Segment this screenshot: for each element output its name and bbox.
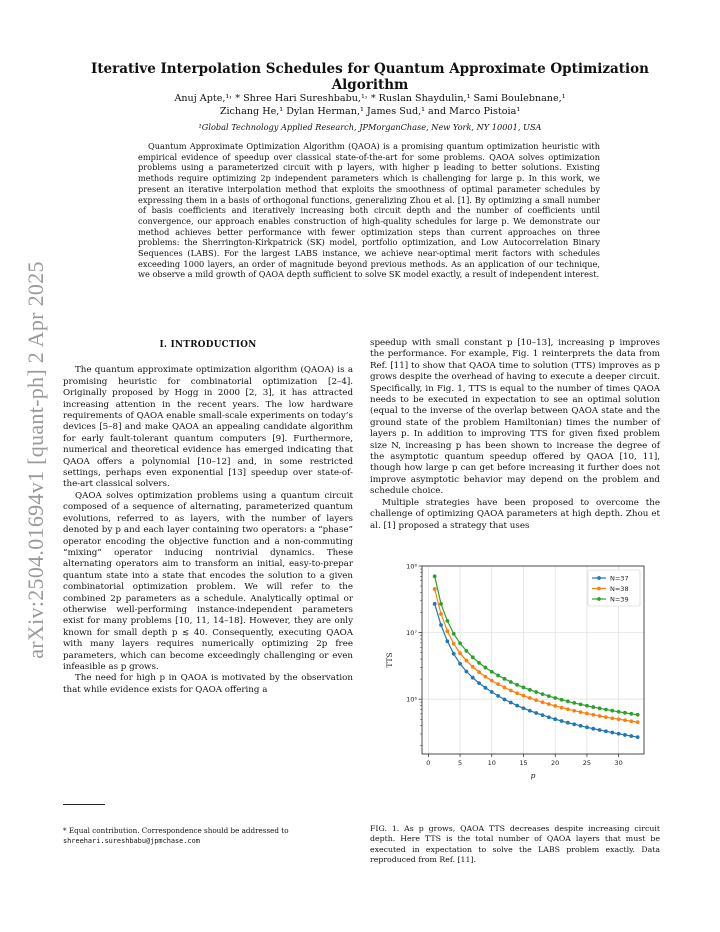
data-point (610, 716, 614, 720)
data-point (566, 707, 570, 711)
abstract: Quantum Approximate Optimization Algorithm (QAOA) is a promising quantum optimization heuristic with empirical evidence of speedup over classical state-of-the-art for some problems. QAOA solves optimization problems using a parameterized circuit with p layers, with higher p leading to better solutions. Existing methods require optimizing 2p independent parameters which is challenging for large p. In this work, we present an iterative interpolation method that exploits the smoothness of optimal parameter schedules by expressing them in a basis of orthogonal functions, generalizing Zhou et al. [1]. By optimizing a small number of basis coefficients and iteratively increasing both circuit depth and the number of coefficients until convergence, our approach enables construction of high-quality schedules for large p. We demonstrate our method achieves better performance with fewer optimization steps than current approaches on three problems: the Sherrington-Kirkpatrick (SK) model, portfolio optimization, and Low Autocorrelation Binary Sequences (LABS). For the largest LABS instance, we achieve near-optimal merit factors with schedules exceeding 1000 layers, an order of magnitude beyond previous methods. As an application of our technique, we observe a mild growth of QAOA depth sufficient to solve SK model exactly, a result of independent interest. (138, 141, 600, 280)
data-point (617, 717, 621, 721)
author-list (110, 92, 630, 118)
data-point (458, 651, 462, 655)
data-point (629, 712, 633, 716)
footnote-email: shreehari.sureshbabu@jpmchase.com (63, 837, 200, 845)
data-point (509, 701, 513, 705)
data-point (534, 690, 538, 694)
data-point (503, 686, 507, 690)
data-point (572, 701, 576, 705)
data-point (629, 734, 633, 738)
data-point (439, 612, 443, 616)
data-point (591, 705, 595, 709)
data-point (598, 728, 602, 732)
data-point (547, 715, 551, 719)
data-point (522, 706, 526, 710)
data-point (534, 711, 538, 715)
author-line-1: Anuj Apte,¹˒ * Shree Hari Sureshbabu,¹˒ * Ruslan Shaydulin,¹ Sami Boulebnane,¹ (174, 93, 566, 104)
data-point (560, 706, 564, 710)
data-point (484, 675, 488, 679)
data-point (610, 709, 614, 713)
data-point (553, 696, 557, 700)
footnote-rule (63, 804, 105, 805)
figure-caption: FIG. 1. As p grows, QAOA TTS decreases despite increasing circuit depth. Here TTS is the total number of QAOA layers that must be executed in expectation to solve the LABS problem exactly. Data reproduced from Ref. [11]. (370, 824, 660, 864)
data-point (579, 702, 583, 706)
x-tick-label: 15 (519, 759, 528, 767)
data-point (452, 642, 456, 646)
data-point (484, 686, 488, 690)
footnote-text: * Equal contribution. Correspondence should be addressed to (63, 826, 289, 835)
data-point (490, 690, 494, 694)
paragraph: speedup with small constant p [10–13], increasing p improves the performance. For example, Fig. 1 reinterprets the data from Ref. [11] to show that QAOA time to solution (TTS) improves as p grows despite the overhead of having to execute a deeper circuit. Specifically, in Fig. 1, TTS is equal to the number of times QAOA needs to be executed in expectation to see an optimal solution (equal to the inverse of the overlap between QAOA state and the ground state of the problem Hamiltonian) times the number of layers p. In addition to improving TTS for given fixed problem size N, increasing p has been shown to increase the degree of the asymptotic quantum speedup offered by QAOA [10, 11], though how large p can get before increasing it further does not improve asymptotic behavior may depend on the problem and schedule choice. (370, 338, 660, 497)
data-point (604, 729, 608, 733)
paragraph: Multiple strategies have been proposed to overcome the challenge of optimizing QAOA parameters at high depth. Zhou et al. [1] proposed a strategy that uses (370, 497, 660, 531)
data-point (471, 655, 475, 659)
data-point (591, 727, 595, 731)
legend-marker (597, 587, 601, 591)
x-tick-label: 20 (551, 759, 560, 767)
data-point (490, 679, 494, 683)
data-point (579, 724, 583, 728)
data-point (553, 704, 557, 708)
data-point (566, 699, 570, 703)
data-point (547, 702, 551, 706)
data-point (515, 683, 519, 687)
legend-marker (597, 597, 601, 601)
data-point (496, 694, 500, 698)
data-point (503, 698, 507, 702)
data-point (541, 700, 545, 704)
data-point (604, 715, 608, 719)
x-tick-label: 30 (614, 759, 623, 767)
data-point (610, 731, 614, 735)
left-column (63, 338, 353, 696)
data-point (452, 632, 456, 636)
data-point (534, 698, 538, 702)
author-line-2: Zichang He,¹ Dylan Herman,¹ James Sud,¹ and Marco Pistoia¹ (219, 106, 521, 117)
data-point (433, 574, 437, 578)
data-point (477, 670, 481, 674)
data-point (547, 694, 551, 698)
data-point (572, 722, 576, 726)
data-point (598, 706, 602, 710)
y-tick-label: 10⁶ (406, 695, 417, 704)
data-point (477, 681, 481, 685)
data-point (465, 670, 469, 674)
data-point (445, 629, 449, 633)
y-tick-label: 10⁷ (406, 629, 417, 638)
data-point (541, 692, 545, 696)
data-point (566, 721, 570, 725)
data-point (617, 732, 621, 736)
y-tick-label: 10⁸ (406, 562, 417, 571)
legend-marker (597, 576, 601, 580)
data-point (445, 619, 449, 623)
data-point (496, 682, 500, 686)
series-line (435, 589, 638, 722)
data-point (553, 717, 557, 721)
data-point (560, 719, 564, 723)
data-point (579, 710, 583, 714)
data-point (598, 714, 602, 718)
legend-label: N=37 (610, 574, 629, 583)
data-point (465, 649, 469, 653)
arxiv-stamp (6, 240, 66, 680)
data-point (484, 666, 488, 670)
data-point (636, 713, 640, 717)
data-point (433, 587, 437, 591)
data-point (458, 641, 462, 645)
affiliation: ¹Global Technology Applied Research, JPMorganChase, New York, NY 10001, USA (198, 122, 542, 132)
data-point (623, 711, 627, 715)
data-point (439, 623, 443, 627)
data-point (585, 725, 589, 729)
data-point (522, 694, 526, 698)
data-point (490, 670, 494, 674)
data-point (477, 661, 481, 665)
legend-label: N=38 (610, 584, 629, 593)
paragraph: The need for high p in QAOA is motivated by the observation that while evidence exists for QAOA offering a (63, 673, 353, 695)
data-point (572, 709, 576, 713)
data-point (452, 652, 456, 656)
data-point (541, 713, 545, 717)
data-point (445, 639, 449, 643)
data-point (458, 662, 462, 666)
tts-chart (380, 558, 660, 798)
x-tick-label: 10 (487, 759, 496, 767)
data-point (439, 602, 443, 606)
data-point (585, 712, 589, 716)
paper-title: Iterative Interpolation Schedules for Quantum Approximate Optimization Algorithm (91, 61, 649, 93)
data-point (636, 720, 640, 724)
data-point (528, 709, 532, 713)
data-point (604, 708, 608, 712)
right-column (370, 338, 660, 532)
data-point (522, 686, 526, 690)
data-point (623, 733, 627, 737)
data-point (471, 676, 475, 680)
data-point (515, 691, 519, 695)
data-point (591, 713, 595, 717)
data-point (636, 735, 640, 739)
data-point (515, 704, 519, 708)
data-point (560, 698, 564, 702)
data-point (509, 680, 513, 684)
figure-1 (380, 558, 660, 798)
data-point (503, 677, 507, 681)
data-point (465, 659, 469, 663)
data-point (623, 718, 627, 722)
x-tick-label: 25 (582, 759, 592, 767)
x-tick-label: 5 (457, 759, 463, 767)
data-point (629, 719, 633, 723)
paragraph: QAOA solves optimization problems using a quantum circuit composed of a sequence of alternating, parameterized quantum evolutions, referred to as layers, with the number of layers denoted by p and each layer containing two operators: a “phase” operator encoding the objective function and a non-commuting “mixing” operator inducing nontrivial dynamics. These alternating operators aim to transform an initial, easy-to-prepar quantum state into a state that encodes the solution to a given combinatorial optimization problem. We will refer to the combined 2p parameters as a schedule. Analytically optimal or otherwise well-performing instance-independent parameters exist for many problems [10, 11, 14–18]. However, they are only known for small depth p ≲ 40. Consequently, executing QAOA with many layers requires numerically optimizing 2p free parameters, which can become exceedingly challenging or even infeasible as p grows. (63, 490, 353, 672)
paragraph: The quantum approximate optimization algorithm (QAOA) is a promising heuristic for combinatorial optimization [2–4]. Originally proposed by Hogg in 2000 [2, 3], it has attracted increasing attention in the recent years. The low hardware requirements of QAOA enable small-scale experiments on today’s devices [5–8] and make QAOA an appealing candidate algorithm for early fault-tolerant quantum computers [9]. Furthermore, numerical and theoretical evidence has emerged indicating that QAOA offers a polynomial [10–12] and, in some restricted settings, perhaps even exponential [13] speedup over state-of-the-art classical solvers. (63, 365, 353, 490)
data-point (509, 689, 513, 693)
arxiv-stamp-text: arXiv:2504.01694v1 [quant-ph] 2 Apr 2025 (23, 261, 48, 659)
data-point (471, 665, 475, 669)
legend-label: N=39 (610, 595, 629, 604)
data-point (528, 688, 532, 692)
data-point (496, 674, 500, 678)
data-point (528, 696, 532, 700)
data-point (433, 602, 437, 606)
data-point (585, 704, 589, 708)
data-point (617, 710, 621, 714)
footnote (63, 826, 353, 846)
x-tick-label: 0 (426, 759, 431, 767)
x-axis-label: p (530, 771, 536, 780)
section-heading: I. INTRODUCTION (159, 340, 257, 350)
y-axis-label: TTS (385, 652, 394, 668)
